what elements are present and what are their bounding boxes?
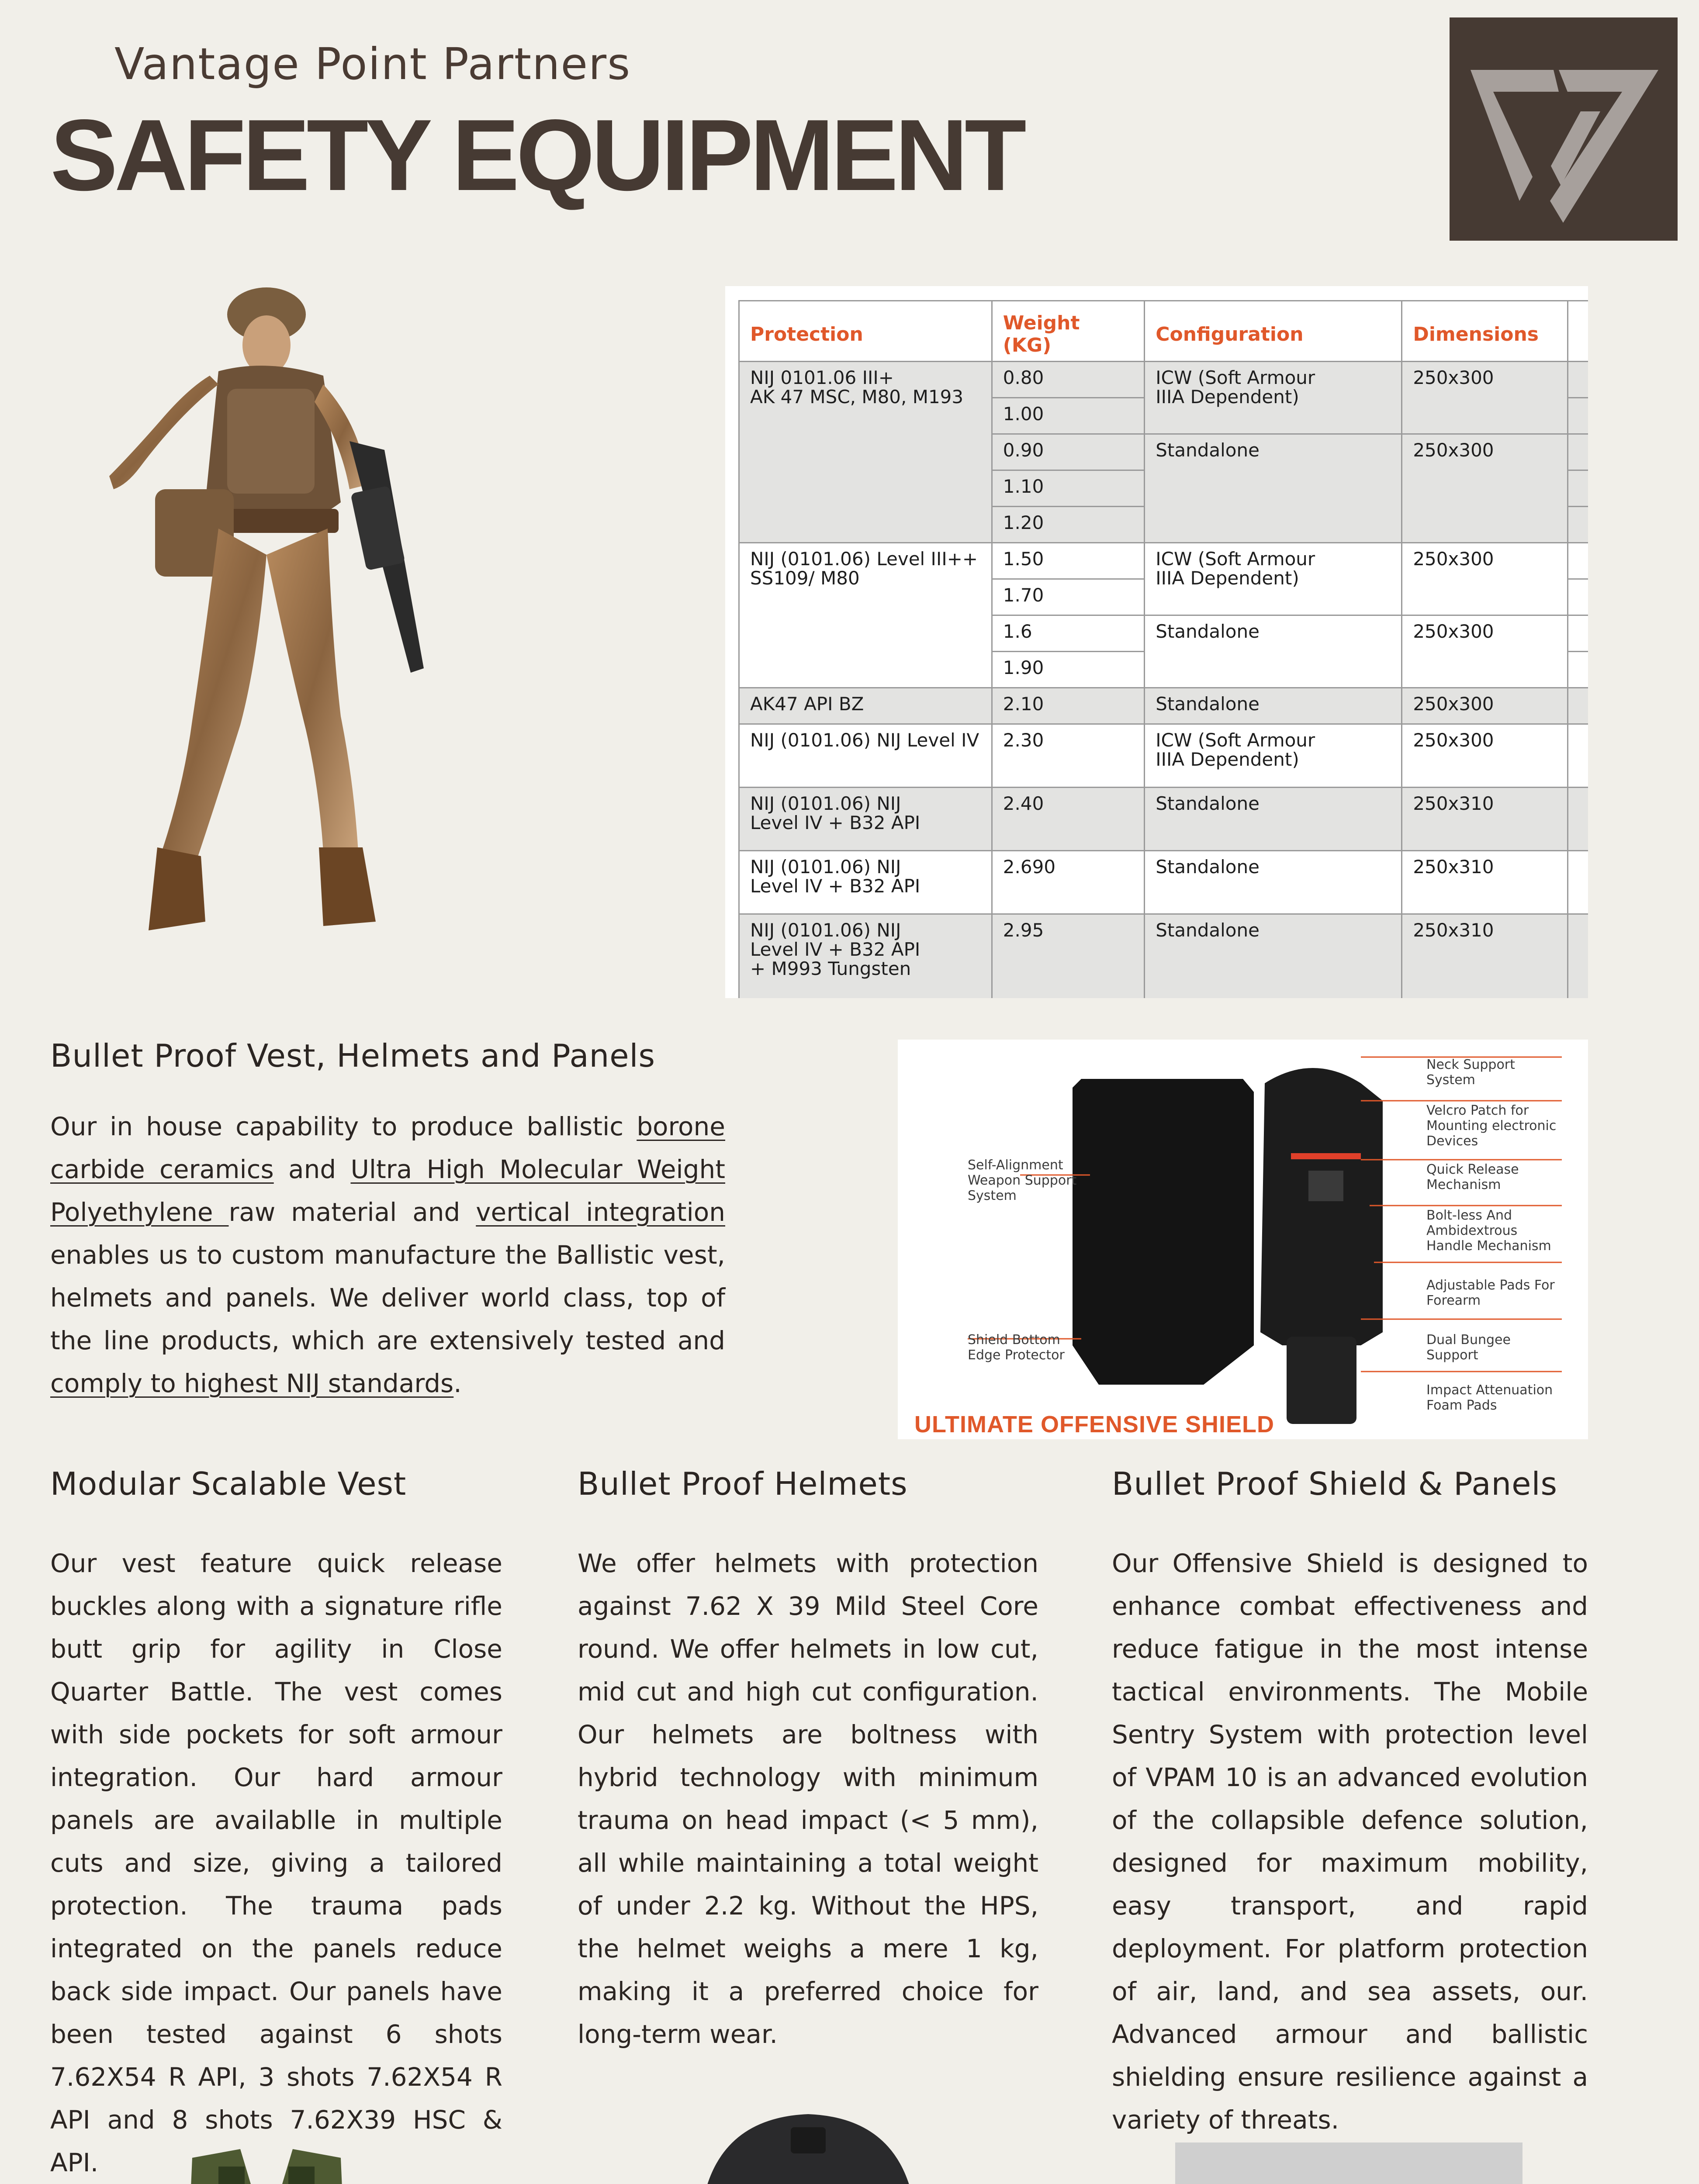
cell-weight: 1.90 <box>992 652 1144 688</box>
company-logo <box>1450 17 1678 241</box>
table-header-weight: Weight (KG) <box>992 301 1144 362</box>
cell-dimensions: 250x300 <box>1402 543 1568 615</box>
cell-configuration: Standalone <box>1145 615 1402 688</box>
vest-heading: Modular Scalable Vest <box>50 1465 407 1502</box>
cell-dimensions: 250x300 <box>1402 615 1568 688</box>
label-bungee-support: Dual Bungee Support <box>1426 1332 1511 1363</box>
intro-text: enables us to custom manufacture the Ballistic vest, helmets and panels. We deliver world class, top of the line products, which are extensively tested and <box>50 1240 725 1355</box>
cell-dimensions: 250x310 <box>1402 914 1568 999</box>
intro-heading: Bullet Proof Vest, Helmets and Panels <box>50 1037 656 1074</box>
label-foam-pads: Impact Attenuation Foam Pads <box>1426 1382 1553 1413</box>
cell-weight: 2.690 <box>992 851 1144 914</box>
cell-extra <box>1568 434 1588 470</box>
shield-heading: Bullet Proof Shield & Panels <box>1112 1465 1557 1502</box>
vest-image <box>166 2140 367 2184</box>
cell-weight: 1.00 <box>992 398 1144 434</box>
cell-protection: NIJ (0101.06) NIJ Level IV <box>739 724 992 788</box>
shield-caption: ULTIMATE OFFENSIVE SHIELD <box>914 1411 1275 1438</box>
table-row <box>739 851 1588 914</box>
cell-protection: AK47 API BZ <box>739 688 992 724</box>
cell-dimensions: 250x300 <box>1402 362 1568 434</box>
table-row <box>739 788 1588 851</box>
company-name: Vantage Point Partners <box>114 38 631 90</box>
table-row <box>739 914 1588 999</box>
intro-text: Our in house capability to produce ballistic <box>50 1112 637 1141</box>
label-velcro-patch: Velcro Patch for Mounting electronic Devices <box>1426 1103 1557 1149</box>
cell-configuration: ICW (Soft Armour IIIA Dependent) <box>1145 543 1402 615</box>
helmets-paragraph: We offer helmets with protection against 7.62 X 39 Mild Steel Core round. We offer helmets in low cut, mid cut and high cut configuration. Our helmets are boltness with hybrid technology with minimum trauma on head impact (< 5 mm), all while maintaining a total weight of under 2.2 kg. Without the HPS, the helmet weighs a mere 1 kg, making it a preferred choice for long-term wear. <box>578 1548 1038 2049</box>
cell-configuration: ICW (Soft Armour IIIA Dependent) <box>1145 724 1402 788</box>
cell-dimensions: 250x310 <box>1402 851 1568 914</box>
cell-dimensions: 250x300 <box>1402 688 1568 724</box>
table-header-protection: Protection <box>739 301 992 362</box>
label-bottom-edge: Shield Bottom Edge Protector <box>968 1332 1065 1363</box>
shield-diagram <box>898 1040 1588 1439</box>
cell-dimensions: 250x310 <box>1402 788 1568 851</box>
soldier-image <box>61 284 542 983</box>
label-weapon-support: Self-Alignment Weapon Support System <box>968 1158 1077 1203</box>
intro-text: . <box>453 1368 462 1398</box>
page-title: SAFETY EQUIPMENT <box>50 99 1023 212</box>
cell-protection: NIJ (0101.06) NIJ Level IV + B32 API <box>739 788 992 851</box>
cell-extra <box>1568 851 1588 914</box>
cell-extra <box>1568 615 1588 652</box>
cell-extra <box>1568 579 1588 615</box>
cell-weight: 1.6 <box>992 615 1144 652</box>
cell-extra <box>1568 788 1588 851</box>
cell-weight: 2.95 <box>992 914 1144 999</box>
shield-paragraph: Our Offensive Shield is designed to enhance combat effectiveness and reduce fatigue in the most intense tactical environments. The Mobile Sentry System with protection level of VPAM 10 is an advanced evolution of the collapsible defence solution, designed for maximum mobility, easy transport, and rapid deployment. For platform protection of air, land, and sea assets, our. Advanced armour and ballistic shielding ensure resilience against a variety of threats. <box>1112 1548 1588 2135</box>
cell-extra <box>1568 543 1588 579</box>
cell-weight: 0.80 <box>992 362 1144 398</box>
cell-configuration: Standalone <box>1145 434 1402 543</box>
armour-spec-table <box>738 300 1588 998</box>
intro-paragraph <box>50 1105 725 1405</box>
cell-protection: NIJ (0101.06) NIJ Level IV + B32 API <box>739 851 992 914</box>
cell-weight: 1.50 <box>992 543 1144 579</box>
table-header-extra <box>1568 301 1588 362</box>
cell-configuration: Standalone <box>1145 851 1402 914</box>
label-handle-mechanism: Bolt-less And Ambidextrous Handle Mechanism <box>1426 1208 1551 1254</box>
intro-text: raw material and <box>228 1197 476 1227</box>
cell-weight: 1.10 <box>992 470 1144 507</box>
table-row <box>739 543 1588 579</box>
cell-configuration: Standalone <box>1145 788 1402 851</box>
cell-extra <box>1568 398 1588 434</box>
cell-weight: 1.20 <box>992 507 1144 543</box>
table-header-configuration: Configuration <box>1145 301 1402 362</box>
label-quick-release: Quick Release Mechanism <box>1426 1162 1519 1192</box>
cell-configuration: Standalone <box>1145 914 1402 999</box>
intro-text: and <box>273 1154 351 1184</box>
link-uhmwpe[interactable]: Ultra High Molecular Weight Polyethylene <box>50 1154 725 1227</box>
cell-extra <box>1568 507 1588 543</box>
cell-extra <box>1568 362 1588 398</box>
helmet-image <box>682 2101 935 2184</box>
cell-protection: NIJ (0101.06) Level III++ SS109/ M80 <box>739 543 992 688</box>
label-forearm-pads: Adjustable Pads For Forearm <box>1426 1278 1555 1308</box>
cell-extra <box>1568 724 1588 788</box>
cell-dimensions: 250x300 <box>1402 724 1568 788</box>
tank-image <box>1175 2143 1523 2184</box>
cell-extra <box>1568 688 1588 724</box>
link-vertical-integration[interactable]: vertical integration <box>476 1197 725 1227</box>
table-row <box>739 688 1588 724</box>
link-nij-standards[interactable]: comply to highest NIJ standards <box>50 1368 454 1398</box>
cell-dimensions: 250x300 <box>1402 434 1568 543</box>
cell-protection: NIJ (0101.06) NIJ Level IV + B32 API + M993 Tungsten <box>739 914 992 999</box>
cell-weight: 2.10 <box>992 688 1144 724</box>
label-neck-support: Neck Support System <box>1426 1057 1515 1088</box>
cell-weight: 1.70 <box>992 579 1144 615</box>
specification-table <box>725 286 1588 998</box>
cell-extra <box>1568 470 1588 507</box>
table-header-dimensions: Dimensions <box>1402 301 1568 362</box>
table-row <box>739 362 1588 398</box>
vest-paragraph: Our vest feature quick release buckles along with a signature rifle butt grip for agility in Close Quarter Battle. The vest comes with side pockets for soft armour integration. Our hard armour panels are availablle in multiple cuts and size, giving a tailored protection. The trauma pads integrated on the panels reduce back side impact. Our panels have been tested against 6 shots 7.62X54 R API, 3 shots 7.62X54 R API and 8 shots 7.62X39 HSC & API. <box>50 1548 502 2177</box>
cell-extra <box>1568 914 1588 999</box>
helmets-heading: Bullet Proof Helmets <box>578 1465 908 1502</box>
logo-mark <box>1450 17 1678 241</box>
cell-extra <box>1568 652 1588 688</box>
link-boron-carbide[interactable]: borone carbide ceramics <box>50 1112 725 1184</box>
cell-weight: 2.30 <box>992 724 1144 788</box>
cell-weight: 2.40 <box>992 788 1144 851</box>
cell-protection: NIJ 0101.06 III+ AK 47 MSC, M80, M193 <box>739 362 992 543</box>
cell-weight: 0.90 <box>992 434 1144 470</box>
cell-configuration: ICW (Soft Armour IIIA Dependent) <box>1145 362 1402 434</box>
cell-configuration: Standalone <box>1145 688 1402 724</box>
table-row <box>739 724 1588 788</box>
